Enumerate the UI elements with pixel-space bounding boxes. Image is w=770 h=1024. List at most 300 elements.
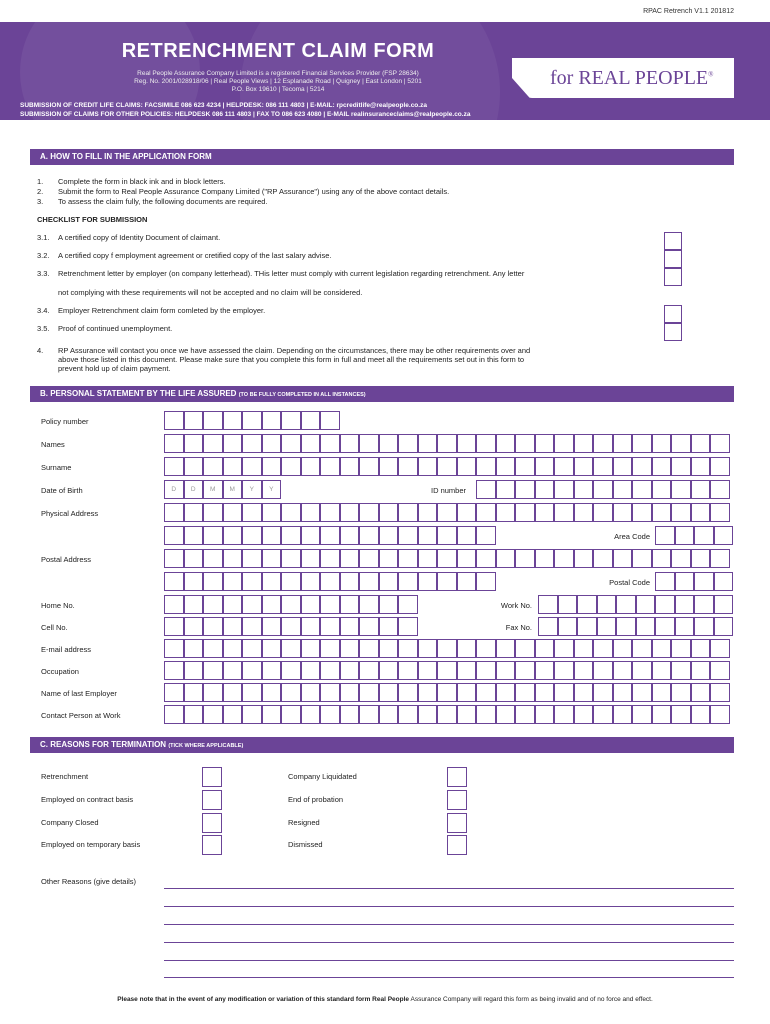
input-cell[interactable] bbox=[262, 434, 282, 453]
dob-cell[interactable]: Y bbox=[242, 480, 262, 499]
input-cell[interactable] bbox=[359, 503, 379, 522]
occupation-field[interactable] bbox=[164, 661, 730, 680]
input-cell[interactable] bbox=[691, 639, 711, 658]
input-cell[interactable] bbox=[496, 705, 516, 724]
input-cell[interactable] bbox=[714, 595, 734, 614]
input-cell[interactable] bbox=[301, 549, 321, 568]
input-cell[interactable] bbox=[418, 572, 438, 591]
input-cell[interactable] bbox=[476, 457, 496, 476]
input-cell[interactable] bbox=[457, 639, 477, 658]
input-cell[interactable] bbox=[574, 639, 594, 658]
input-cell[interactable] bbox=[675, 617, 695, 636]
input-cell[interactable] bbox=[379, 705, 399, 724]
input-cell[interactable] bbox=[301, 639, 321, 658]
input-cell[interactable] bbox=[223, 661, 243, 680]
input-cell[interactable] bbox=[340, 457, 360, 476]
names-field[interactable] bbox=[164, 434, 730, 453]
input-cell[interactable] bbox=[379, 661, 399, 680]
input-cell[interactable] bbox=[554, 503, 574, 522]
input-cell[interactable] bbox=[379, 683, 399, 702]
input-cell[interactable] bbox=[671, 503, 691, 522]
input-cell[interactable] bbox=[164, 572, 184, 591]
input-cell[interactable] bbox=[320, 572, 340, 591]
input-cell[interactable] bbox=[379, 639, 399, 658]
input-cell[interactable] bbox=[593, 549, 613, 568]
input-cell[interactable] bbox=[515, 705, 535, 724]
input-cell[interactable] bbox=[437, 572, 457, 591]
input-cell[interactable] bbox=[593, 639, 613, 658]
input-cell[interactable] bbox=[476, 639, 496, 658]
input-cell[interactable] bbox=[457, 661, 477, 680]
input-cell[interactable] bbox=[515, 661, 535, 680]
input-cell[interactable] bbox=[457, 549, 477, 568]
input-cell[interactable] bbox=[593, 683, 613, 702]
input-cell[interactable] bbox=[616, 617, 636, 636]
input-cell[interactable] bbox=[652, 639, 672, 658]
email-field[interactable] bbox=[164, 639, 730, 658]
resigned-checkbox[interactable] bbox=[447, 813, 467, 833]
input-cell[interactable] bbox=[320, 661, 340, 680]
input-cell[interactable] bbox=[184, 639, 204, 658]
input-cell[interactable] bbox=[496, 639, 516, 658]
input-cell[interactable] bbox=[691, 503, 711, 522]
input-cell[interactable] bbox=[223, 572, 243, 591]
input-cell[interactable] bbox=[203, 526, 223, 545]
input-cell[interactable] bbox=[632, 434, 652, 453]
input-cell[interactable] bbox=[655, 617, 675, 636]
input-cell[interactable] bbox=[242, 434, 262, 453]
input-cell[interactable] bbox=[613, 661, 633, 680]
input-cell[interactable] bbox=[710, 705, 730, 724]
postal-address-line-2[interactable] bbox=[164, 572, 496, 591]
input-cell[interactable] bbox=[515, 480, 535, 499]
input-cell[interactable] bbox=[418, 705, 438, 724]
input-cell[interactable] bbox=[359, 549, 379, 568]
contact-person-field[interactable] bbox=[164, 705, 730, 724]
input-cell[interactable] bbox=[710, 503, 730, 522]
input-cell[interactable] bbox=[164, 434, 184, 453]
input-cell[interactable] bbox=[340, 705, 360, 724]
input-cell[interactable] bbox=[184, 457, 204, 476]
input-cell[interactable] bbox=[496, 457, 516, 476]
input-cell[interactable] bbox=[496, 503, 516, 522]
input-cell[interactable] bbox=[340, 434, 360, 453]
input-cell[interactable] bbox=[184, 572, 204, 591]
input-cell[interactable] bbox=[203, 617, 223, 636]
input-cell[interactable] bbox=[535, 434, 555, 453]
input-cell[interactable] bbox=[340, 526, 360, 545]
input-cell[interactable] bbox=[379, 526, 399, 545]
input-cell[interactable] bbox=[398, 617, 418, 636]
input-cell[interactable] bbox=[262, 572, 282, 591]
input-cell[interactable] bbox=[538, 617, 558, 636]
input-cell[interactable] bbox=[262, 503, 282, 522]
input-cell[interactable] bbox=[164, 595, 184, 614]
contract-basis-checkbox[interactable] bbox=[202, 790, 222, 810]
input-cell[interactable] bbox=[671, 683, 691, 702]
input-cell[interactable] bbox=[418, 661, 438, 680]
input-cell[interactable] bbox=[223, 617, 243, 636]
input-cell[interactable] bbox=[574, 457, 594, 476]
input-cell[interactable] bbox=[184, 434, 204, 453]
input-cell[interactable] bbox=[457, 503, 477, 522]
input-cell[interactable] bbox=[496, 683, 516, 702]
input-cell[interactable] bbox=[632, 705, 652, 724]
input-cell[interactable] bbox=[671, 705, 691, 724]
input-cell[interactable] bbox=[281, 617, 301, 636]
input-cell[interactable] bbox=[184, 705, 204, 724]
input-cell[interactable] bbox=[398, 549, 418, 568]
input-cell[interactable] bbox=[535, 683, 555, 702]
input-cell[interactable] bbox=[691, 683, 711, 702]
input-cell[interactable] bbox=[164, 661, 184, 680]
input-cell[interactable] bbox=[398, 526, 418, 545]
input-cell[interactable] bbox=[535, 705, 555, 724]
input-cell[interactable] bbox=[359, 683, 379, 702]
input-cell[interactable] bbox=[574, 549, 594, 568]
input-cell[interactable] bbox=[164, 617, 184, 636]
input-cell[interactable] bbox=[262, 457, 282, 476]
input-cell[interactable] bbox=[262, 411, 282, 430]
checklist-checkbox-3-1[interactable] bbox=[664, 232, 682, 250]
input-cell[interactable] bbox=[340, 639, 360, 658]
input-cell[interactable] bbox=[554, 639, 574, 658]
input-cell[interactable] bbox=[203, 683, 223, 702]
input-cell[interactable] bbox=[691, 705, 711, 724]
input-cell[interactable] bbox=[636, 595, 656, 614]
input-cell[interactable] bbox=[301, 572, 321, 591]
checklist-checkbox-3-5[interactable] bbox=[664, 323, 682, 341]
dob-cell[interactable]: D bbox=[164, 480, 184, 499]
input-cell[interactable] bbox=[203, 457, 223, 476]
input-cell[interactable] bbox=[613, 639, 633, 658]
input-cell[interactable] bbox=[301, 434, 321, 453]
input-cell[interactable] bbox=[593, 480, 613, 499]
input-cell[interactable] bbox=[379, 457, 399, 476]
input-cell[interactable] bbox=[418, 639, 438, 658]
input-cell[interactable] bbox=[340, 572, 360, 591]
input-cell[interactable] bbox=[262, 595, 282, 614]
input-cell[interactable] bbox=[184, 683, 204, 702]
input-cell[interactable] bbox=[476, 503, 496, 522]
input-cell[interactable] bbox=[164, 526, 184, 545]
input-cell[interactable] bbox=[281, 572, 301, 591]
input-cell[interactable] bbox=[184, 411, 204, 430]
input-cell[interactable] bbox=[652, 503, 672, 522]
input-cell[interactable] bbox=[223, 526, 243, 545]
input-cell[interactable] bbox=[574, 661, 594, 680]
id-number-field[interactable] bbox=[476, 480, 730, 499]
input-cell[interactable] bbox=[164, 411, 184, 430]
input-cell[interactable] bbox=[437, 639, 457, 658]
input-cell[interactable] bbox=[262, 549, 282, 568]
input-cell[interactable] bbox=[340, 661, 360, 680]
input-cell[interactable] bbox=[301, 411, 321, 430]
input-cell[interactable] bbox=[437, 434, 457, 453]
input-cell[interactable] bbox=[710, 661, 730, 680]
input-cell[interactable] bbox=[593, 457, 613, 476]
input-cell[interactable] bbox=[398, 595, 418, 614]
company-liquidated-checkbox[interactable] bbox=[447, 767, 467, 787]
input-cell[interactable] bbox=[320, 595, 340, 614]
input-cell[interactable] bbox=[262, 661, 282, 680]
input-cell[interactable] bbox=[359, 661, 379, 680]
input-cell[interactable] bbox=[496, 434, 516, 453]
input-cell[interactable] bbox=[714, 572, 734, 591]
input-cell[interactable] bbox=[242, 639, 262, 658]
input-cell[interactable] bbox=[694, 595, 714, 614]
input-cell[interactable] bbox=[515, 503, 535, 522]
input-cell[interactable] bbox=[652, 457, 672, 476]
input-cell[interactable] bbox=[398, 639, 418, 658]
input-cell[interactable] bbox=[613, 480, 633, 499]
input-cell[interactable] bbox=[691, 457, 711, 476]
input-cell[interactable] bbox=[593, 705, 613, 724]
input-cell[interactable] bbox=[671, 480, 691, 499]
surname-field[interactable] bbox=[164, 457, 730, 476]
input-cell[interactable] bbox=[554, 457, 574, 476]
checklist-checkbox-3-2[interactable] bbox=[664, 250, 682, 268]
input-cell[interactable] bbox=[320, 526, 340, 545]
input-cell[interactable] bbox=[691, 549, 711, 568]
input-cell[interactable] bbox=[281, 661, 301, 680]
input-cell[interactable] bbox=[242, 526, 262, 545]
work-no-field[interactable] bbox=[538, 595, 733, 614]
input-cell[interactable] bbox=[554, 434, 574, 453]
input-cell[interactable] bbox=[535, 480, 555, 499]
input-cell[interactable] bbox=[301, 705, 321, 724]
input-cell[interactable] bbox=[496, 661, 516, 680]
input-cell[interactable] bbox=[398, 457, 418, 476]
input-cell[interactable] bbox=[242, 549, 262, 568]
input-cell[interactable] bbox=[301, 457, 321, 476]
input-cell[interactable] bbox=[398, 705, 418, 724]
input-cell[interactable] bbox=[675, 526, 695, 545]
input-cell[interactable] bbox=[223, 434, 243, 453]
input-cell[interactable] bbox=[359, 526, 379, 545]
last-employer-field[interactable] bbox=[164, 683, 730, 702]
input-cell[interactable] bbox=[164, 549, 184, 568]
input-cell[interactable] bbox=[652, 661, 672, 680]
input-cell[interactable] bbox=[554, 549, 574, 568]
other-reasons-line[interactable] bbox=[164, 924, 734, 925]
input-cell[interactable] bbox=[496, 549, 516, 568]
input-cell[interactable] bbox=[242, 617, 262, 636]
input-cell[interactable] bbox=[652, 434, 672, 453]
postal-address-line-1[interactable] bbox=[164, 549, 730, 568]
input-cell[interactable] bbox=[655, 526, 675, 545]
input-cell[interactable] bbox=[359, 639, 379, 658]
input-cell[interactable] bbox=[281, 434, 301, 453]
input-cell[interactable] bbox=[418, 683, 438, 702]
input-cell[interactable] bbox=[262, 705, 282, 724]
input-cell[interactable] bbox=[203, 661, 223, 680]
input-cell[interactable] bbox=[359, 572, 379, 591]
input-cell[interactable] bbox=[437, 661, 457, 680]
input-cell[interactable] bbox=[223, 457, 243, 476]
input-cell[interactable] bbox=[301, 595, 321, 614]
dob-cell[interactable]: M bbox=[203, 480, 223, 499]
input-cell[interactable] bbox=[652, 549, 672, 568]
input-cell[interactable] bbox=[652, 480, 672, 499]
input-cell[interactable] bbox=[535, 639, 555, 658]
dismissed-checkbox[interactable] bbox=[447, 835, 467, 855]
input-cell[interactable] bbox=[535, 503, 555, 522]
other-reasons-line[interactable] bbox=[164, 942, 734, 943]
input-cell[interactable] bbox=[223, 549, 243, 568]
input-cell[interactable] bbox=[398, 503, 418, 522]
input-cell[interactable] bbox=[597, 595, 617, 614]
input-cell[interactable] bbox=[164, 639, 184, 658]
policy-number-field[interactable] bbox=[164, 411, 340, 430]
input-cell[interactable] bbox=[538, 595, 558, 614]
input-cell[interactable] bbox=[476, 683, 496, 702]
input-cell[interactable] bbox=[398, 661, 418, 680]
input-cell[interactable] bbox=[320, 411, 340, 430]
input-cell[interactable] bbox=[262, 683, 282, 702]
input-cell[interactable] bbox=[714, 617, 734, 636]
input-cell[interactable] bbox=[554, 480, 574, 499]
input-cell[interactable] bbox=[632, 503, 652, 522]
input-cell[interactable] bbox=[301, 503, 321, 522]
input-cell[interactable] bbox=[710, 434, 730, 453]
input-cell[interactable] bbox=[242, 503, 262, 522]
input-cell[interactable] bbox=[301, 617, 321, 636]
input-cell[interactable] bbox=[636, 617, 656, 636]
input-cell[interactable] bbox=[242, 572, 262, 591]
temporary-basis-checkbox[interactable] bbox=[202, 835, 222, 855]
input-cell[interactable] bbox=[184, 595, 204, 614]
input-cell[interactable] bbox=[203, 639, 223, 658]
input-cell[interactable] bbox=[457, 572, 477, 591]
input-cell[interactable] bbox=[476, 434, 496, 453]
physical-address-line-1[interactable] bbox=[164, 503, 730, 522]
input-cell[interactable] bbox=[577, 595, 597, 614]
input-cell[interactable] bbox=[340, 503, 360, 522]
input-cell[interactable] bbox=[262, 617, 282, 636]
input-cell[interactable] bbox=[613, 503, 633, 522]
input-cell[interactable] bbox=[632, 683, 652, 702]
input-cell[interactable] bbox=[476, 572, 496, 591]
input-cell[interactable] bbox=[671, 639, 691, 658]
input-cell[interactable] bbox=[242, 595, 262, 614]
input-cell[interactable] bbox=[340, 595, 360, 614]
other-reasons-line[interactable] bbox=[164, 960, 734, 961]
input-cell[interactable] bbox=[691, 434, 711, 453]
input-cell[interactable] bbox=[262, 526, 282, 545]
dob-field[interactable] bbox=[164, 480, 281, 499]
input-cell[interactable] bbox=[262, 639, 282, 658]
input-cell[interactable] bbox=[616, 595, 636, 614]
input-cell[interactable] bbox=[515, 549, 535, 568]
input-cell[interactable] bbox=[184, 549, 204, 568]
retrenchment-checkbox[interactable] bbox=[202, 767, 222, 787]
input-cell[interactable] bbox=[457, 705, 477, 724]
input-cell[interactable] bbox=[281, 549, 301, 568]
input-cell[interactable] bbox=[164, 705, 184, 724]
cell-no-field[interactable] bbox=[164, 617, 418, 636]
input-cell[interactable] bbox=[554, 661, 574, 680]
input-cell[interactable] bbox=[379, 617, 399, 636]
input-cell[interactable] bbox=[242, 411, 262, 430]
input-cell[interactable] bbox=[632, 549, 652, 568]
input-cell[interactable] bbox=[671, 457, 691, 476]
input-cell[interactable] bbox=[476, 661, 496, 680]
input-cell[interactable] bbox=[359, 617, 379, 636]
input-cell[interactable] bbox=[359, 457, 379, 476]
input-cell[interactable] bbox=[437, 549, 457, 568]
input-cell[interactable] bbox=[710, 457, 730, 476]
input-cell[interactable] bbox=[164, 683, 184, 702]
input-cell[interactable] bbox=[418, 549, 438, 568]
input-cell[interactable] bbox=[281, 639, 301, 658]
other-reasons-line[interactable] bbox=[164, 906, 734, 907]
input-cell[interactable] bbox=[340, 617, 360, 636]
input-cell[interactable] bbox=[577, 617, 597, 636]
input-cell[interactable] bbox=[671, 661, 691, 680]
input-cell[interactable] bbox=[184, 503, 204, 522]
input-cell[interactable] bbox=[476, 705, 496, 724]
input-cell[interactable] bbox=[164, 457, 184, 476]
input-cell[interactable] bbox=[593, 434, 613, 453]
input-cell[interactable] bbox=[574, 705, 594, 724]
input-cell[interactable] bbox=[515, 639, 535, 658]
input-cell[interactable] bbox=[437, 705, 457, 724]
input-cell[interactable] bbox=[437, 457, 457, 476]
input-cell[interactable] bbox=[437, 683, 457, 702]
input-cell[interactable] bbox=[379, 572, 399, 591]
input-cell[interactable] bbox=[301, 526, 321, 545]
input-cell[interactable] bbox=[418, 434, 438, 453]
input-cell[interactable] bbox=[320, 639, 340, 658]
postal-code-field[interactable] bbox=[655, 572, 733, 591]
input-cell[interactable] bbox=[223, 683, 243, 702]
dob-cell[interactable]: D bbox=[184, 480, 204, 499]
input-cell[interactable] bbox=[655, 595, 675, 614]
input-cell[interactable] bbox=[613, 683, 633, 702]
input-cell[interactable] bbox=[671, 549, 691, 568]
input-cell[interactable] bbox=[535, 549, 555, 568]
input-cell[interactable] bbox=[301, 683, 321, 702]
dob-cell[interactable]: Y bbox=[262, 480, 282, 499]
input-cell[interactable] bbox=[710, 549, 730, 568]
area-code-field[interactable] bbox=[655, 526, 733, 545]
fax-no-field[interactable] bbox=[538, 617, 733, 636]
input-cell[interactable] bbox=[379, 434, 399, 453]
input-cell[interactable] bbox=[203, 503, 223, 522]
input-cell[interactable] bbox=[320, 434, 340, 453]
input-cell[interactable] bbox=[281, 457, 301, 476]
input-cell[interactable] bbox=[632, 457, 652, 476]
input-cell[interactable] bbox=[223, 411, 243, 430]
input-cell[interactable] bbox=[694, 526, 714, 545]
input-cell[interactable] bbox=[671, 434, 691, 453]
input-cell[interactable] bbox=[281, 411, 301, 430]
input-cell[interactable] bbox=[223, 503, 243, 522]
input-cell[interactable] bbox=[184, 661, 204, 680]
input-cell[interactable] bbox=[203, 549, 223, 568]
input-cell[interactable] bbox=[320, 457, 340, 476]
input-cell[interactable] bbox=[223, 595, 243, 614]
physical-address-line-2[interactable] bbox=[164, 526, 496, 545]
input-cell[interactable] bbox=[398, 434, 418, 453]
input-cell[interactable] bbox=[379, 595, 399, 614]
input-cell[interactable] bbox=[457, 683, 477, 702]
input-cell[interactable] bbox=[613, 549, 633, 568]
input-cell[interactable] bbox=[496, 480, 516, 499]
input-cell[interactable] bbox=[515, 434, 535, 453]
input-cell[interactable] bbox=[437, 503, 457, 522]
